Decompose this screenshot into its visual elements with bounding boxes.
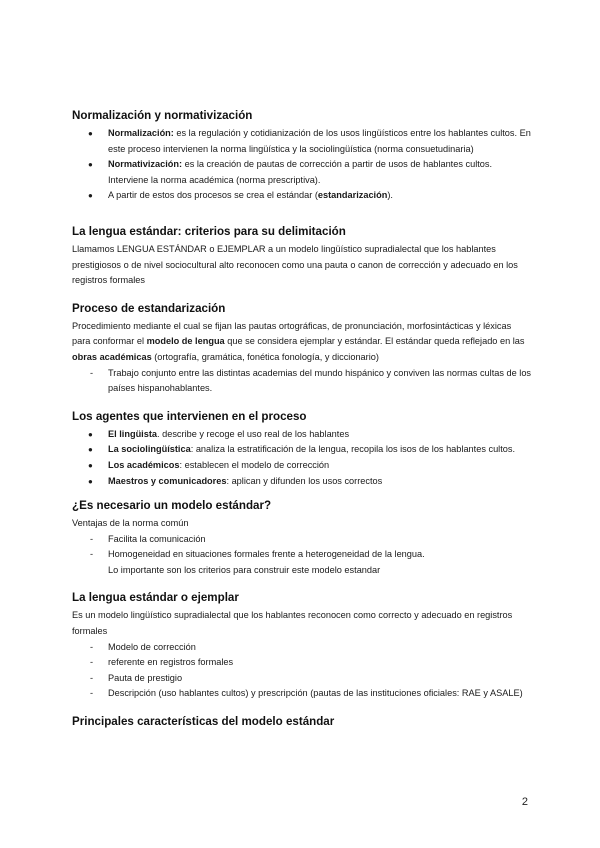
agentes-list (72, 427, 532, 489)
bullet-icon: ● (88, 476, 93, 486)
ejemplar-paragraph: Es un modelo lingüístico supradialectal que los hablantes reconocen como correcto y adecuado en registros formales (72, 610, 513, 637)
proceso-list (72, 366, 532, 397)
list-item: ● Normativización: es la creación de pautas de corrección a partir de usos de hablantes cultos. Interviene la norma académica (norma prescriptiva). (88, 159, 493, 185)
section-heading-agentes: Los agentes que intervienen en el proceso (72, 409, 307, 423)
ventajas-list (72, 532, 532, 563)
section-heading-necesario: ¿Es necesario un modelo estándar? (72, 499, 272, 513)
dash-marker: - (90, 641, 94, 652)
list-item: - Descripción (uso hablantes cultos) y prescripción (pautas de las instituciones oficiales: RAE y ASALE) (72, 686, 532, 702)
list-item: ● Los académicos: establecen el modelo de corrección (72, 458, 532, 474)
section-heading-normalizacion: Normalización y normativización (72, 109, 253, 122)
proceso-paragraph: Procedimiento mediante el cual se fijan las pautas ortográficas, de pronunciación, morfosintácticas y léxicas para conformar el modelo de lengua que se considera ejemplar y estándar. El estándar queda reflejado en las obras académicas (ortografía, gramática, fonética fonología, y diccionario) (72, 320, 525, 362)
list-item: ● La sociolingüística: analiza la estratificación de la lengua, recopila los isos de los hablantes cultos. (72, 442, 532, 458)
dash-marker: - (90, 549, 94, 560)
bullet-icon: ● (88, 460, 93, 470)
page-content (72, 108, 532, 732)
list-item: - referente en registros formales (72, 655, 532, 671)
ventajas-paragraph: Ventajas de la norma común (72, 518, 189, 529)
list-item: - Facilita la comunicación (72, 532, 532, 548)
dash-marker: - (90, 657, 94, 668)
section-heading-lengua-estandar: La lengua estándar: criterios para su delimitación (72, 224, 346, 238)
dash-marker: - (90, 533, 94, 544)
bullet-icon: ● (88, 160, 93, 170)
list-item: - Pauta de prestigio (72, 671, 532, 687)
bullet-icon: ● (88, 129, 93, 138)
dash-marker: - (90, 367, 94, 378)
list-item: - Trabajo conjunto entre las distintas academias del mundo hispánico y conviven las normas cultas de los países hispanohablantes. (90, 367, 532, 394)
list-item: - Homogeneidad en situaciones formales frente a heterogeneidad de la lengua. (72, 547, 532, 563)
page-number: 2 (521, 796, 528, 808)
list-item: - Modelo de corrección (72, 640, 532, 656)
dash-marker: - (90, 688, 94, 699)
section-heading-caracteristicas: Principales características del modelo estándar (72, 715, 335, 729)
list-item: ● A partir de estos dos procesos se crea el estándar (estandarización). (72, 188, 532, 204)
bullet-icon: ● (88, 429, 93, 439)
ejemplar-list (72, 640, 532, 702)
list-item: ● El lingüista. describe y recoge el uso real de los hablantes (72, 427, 532, 443)
dash-marker: - (90, 672, 94, 683)
section-heading-proceso: Proceso de estandarización (72, 301, 226, 315)
normalizacion-list (72, 126, 532, 204)
definition-paragraph: Llamamos LENGUA ESTÁNDAR o EJEMPLAR a un modelo lingüístico supradialectal que los hablantes prestigiosos o de nivel sociocultural alto reconocen como una pauta o canon de corrección y adecuado en los registros formales (72, 243, 518, 286)
bullet-icon: ● (88, 445, 93, 455)
list-item: ● Maestros y comunicadores: aplican y difunden los usos correctos (72, 474, 532, 490)
note-text: Lo importante son los criterios para construir este modelo estandar (108, 564, 381, 575)
list-item: ● Normalización: es la regulación y cotidianización de los usos lingüísticos entre los hablantes cultos. En este proceso intervienen la norma lingüística y la sociolingüística (norma consuetudinaria) (88, 128, 531, 154)
section-heading-lengua-ejemplar: La lengua estándar o ejemplar (72, 591, 239, 605)
bullet-icon: ● (88, 191, 93, 201)
